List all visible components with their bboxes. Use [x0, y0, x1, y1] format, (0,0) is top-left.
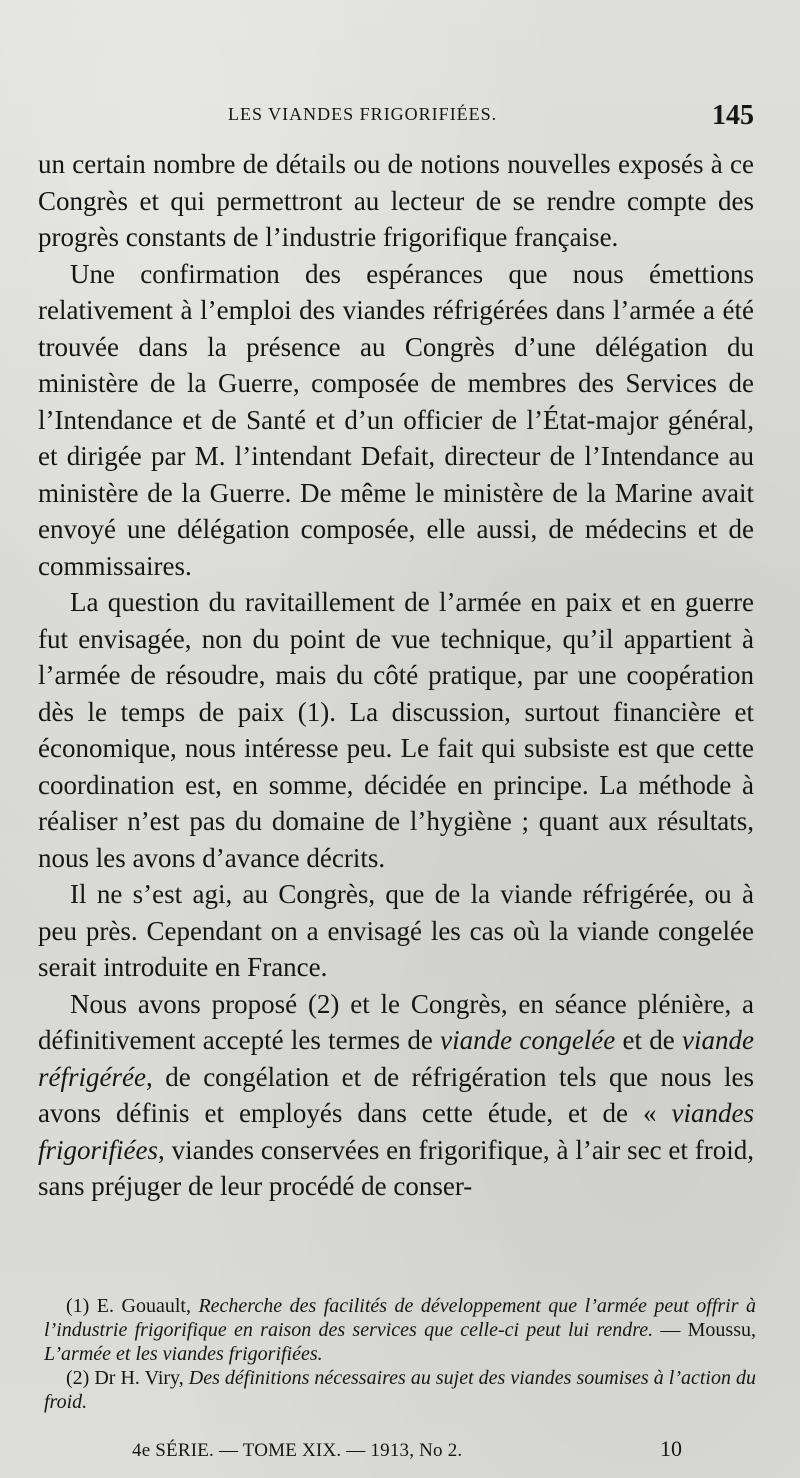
paragraph-1: un certain nombre de détails ou de notions nouvelles exposés à ce Congrès et qui permettront au lecteur de se rendre compte des progrès constants de l’industrie frigorifique française.: [38, 149, 754, 252]
footnote-1-sep: — Moussu,: [653, 1319, 756, 1341]
paragraph-5-part-e: , de congélation et de réfrigération tels que nous les avons définis et employés dans cette étude, et de «: [38, 1061, 754, 1128]
paragraph-4: Il ne s’est agi, au Congrès, que de la viande réfrigérée, ou à peu près. Cependant on a envisagé les cas où la viande congelée serait introduite en France.: [38, 879, 754, 982]
main-text: [38, 146, 754, 1205]
footnote-1: [44, 1294, 756, 1366]
footnote-1-title-2: L’armée et les viandes frigorifiées.: [44, 1343, 323, 1365]
signature-mark: 10: [660, 1436, 682, 1461]
paragraph-3: La question du ravitaillement de l’armée en paix et en guerre fut envisagée, non du point de vue technique, qu’il appartient à l’armée de résoudre, mais du côté pratique, par une coopération dès le temps de paix (1). La discussion, surtout financière et économique, nous intéresse peu. Le fait qui subsiste est que cette coordination est, en somme, décidée en principe. La méthode à réaliser n’est pas du domaine de l’hygiène ; quant aux résultats, nous les avons d’avance décrits.: [38, 587, 754, 873]
paragraph-5-part-g: , viandes conservées en frigorifique, à l’air sec et froid, sans préjuger de leur procédé de conser-: [38, 1134, 754, 1201]
paragraph-5-part-a: Nous avons proposé (2) et le Congrès, en séance plénière, a définitivement accepté les termes de: [38, 988, 754, 1055]
running-title: LES VIANDES FRIGORIFIÉES.: [228, 104, 498, 124]
series-footer: 4e SÉRIE. — TOME XIX. — 1913, No 2.: [132, 1440, 463, 1461]
footnote-2: [44, 1366, 756, 1414]
page-number: 145: [712, 100, 754, 131]
term-viandes-frigorifiees: viandes frigorifiées: [38, 1098, 754, 1165]
term-viande-refrigeree: viande réfrigérée: [38, 1025, 755, 1092]
footnote-2-title: Des définitions nécessaires au sujet des viandes soumises à l’action du froid.: [44, 1367, 757, 1413]
paragraph-5-part-c: et de: [615, 1025, 683, 1055]
paragraph-2: Une confirmation des espérances que nous émettions relativement à l’emploi des viandes réfrigérées dans l’armée a été trouvée dans la présence au Congrès d’une délégation du ministère de la Guerre, composée de membres des Services de l’Intendance et de Santé et d’un officier de l’État-major général, et dirigée par M. l’intendant Defait, directeur de l’Intendance au ministère de la Guerre. De même le ministère de la Marine avait envoyé une délégation composée, elle aussi, de médecins et de commissaires.: [38, 258, 754, 581]
footnote-2-ref: (2) Dr H. Viry,: [66, 1367, 189, 1389]
paragraph-5: [38, 986, 754, 1205]
footnotes: [44, 1294, 756, 1414]
footnote-1-title: Recherche des facilités de développement que l’armée peut offrir à l’industrie frigorifique en raison des services que celle-ci peut lui rendre.: [44, 1295, 756, 1341]
term-viande-congelee: viande congelée: [440, 1025, 616, 1055]
footnote-1-ref: (1) E. Gouault,: [66, 1295, 199, 1317]
